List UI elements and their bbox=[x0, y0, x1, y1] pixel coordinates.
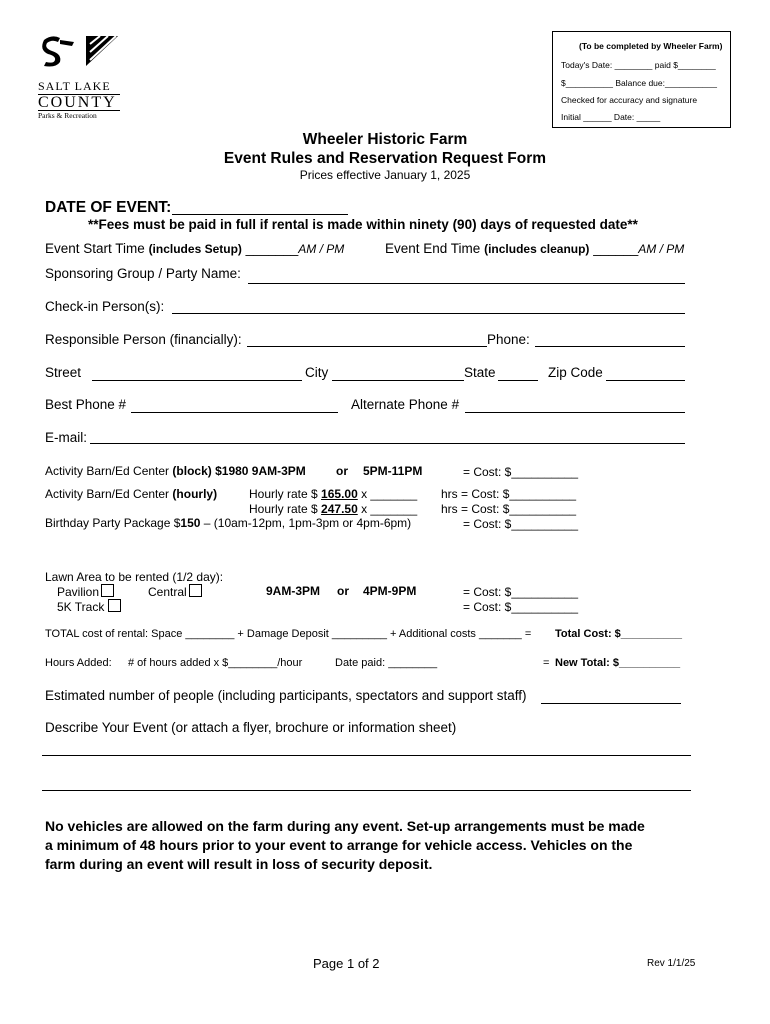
county-seal-icon bbox=[38, 34, 120, 68]
lawn-time1: 9AM-3PM bbox=[266, 584, 321, 598]
hours-added-calc[interactable]: # of hours added x $________/hour bbox=[128, 657, 303, 669]
phone-label: Phone: bbox=[487, 332, 530, 347]
hourly-hours2-field[interactable]: x _______ bbox=[361, 502, 418, 516]
page-number: Page 1 of 2 bbox=[313, 956, 380, 971]
email-label: E-mail: bbox=[45, 430, 88, 445]
end-time-row bbox=[385, 241, 684, 256]
new-total[interactable]: New Total: $__________ bbox=[555, 657, 681, 669]
revision: Rev 1/1/25 bbox=[647, 958, 696, 969]
central-label: Central bbox=[148, 585, 187, 599]
vehicle-notice-line2: a minimum of 48 hours prior to your event to arrange for vehicle access. Vehicles on the bbox=[45, 837, 633, 853]
lawn-heading: Lawn Area to be rented (1/2 day): bbox=[45, 570, 224, 584]
hourly-rate2: Hourly rate $ 247.50 x _______ bbox=[249, 502, 418, 516]
birthday-row: Birthday Party Package $150 – (10am-12pm, 1pm-3pm or 4pm-6pm) bbox=[45, 516, 412, 530]
lawn-or: or bbox=[337, 584, 349, 598]
start-time-note: (includes Setup) bbox=[148, 242, 242, 256]
describe-label: Describe Your Event (or attach a flyer, brochure or information sheet) bbox=[45, 720, 457, 735]
best-phone-field[interactable] bbox=[131, 412, 338, 413]
hours-added-label: Hours Added: bbox=[45, 657, 112, 669]
central-checkbox[interactable] bbox=[189, 584, 202, 597]
hourly-label: Activity Barn/Ed Center bbox=[45, 487, 170, 501]
pavilion-checkbox[interactable] bbox=[101, 584, 114, 597]
zip-field[interactable] bbox=[606, 380, 685, 381]
birthday-times: – (10am-12pm, 1pm-3pm or 4pm-6pm) bbox=[200, 516, 412, 530]
date-paid[interactable]: Date paid: ________ bbox=[335, 657, 438, 669]
lawn-cost2[interactable]: = Cost: $__________ bbox=[463, 600, 579, 614]
vehicle-notice-line1: No vehicles are allowed on the farm during any event. Set-up arrangements must be made bbox=[45, 818, 645, 834]
lawn-time2: 4PM-9PM bbox=[363, 584, 417, 598]
prices-effective: Prices effective January 1, 2025 bbox=[299, 168, 471, 182]
end-ampm: AM / PM bbox=[638, 242, 685, 256]
city-field[interactable] bbox=[332, 380, 464, 381]
alt-phone-label: Alternate Phone # bbox=[351, 397, 460, 412]
street-field[interactable] bbox=[92, 380, 302, 381]
county-logo bbox=[38, 34, 120, 120]
start-time-field[interactable]: _______ bbox=[245, 241, 299, 256]
state-label: State bbox=[464, 365, 496, 380]
total-cost-row[interactable]: TOTAL cost of rental: Space ________ + Damage Deposit _________ + Additional costs _______ = bbox=[45, 628, 532, 640]
end-time-note: (includes cleanup) bbox=[484, 242, 590, 256]
block-rental-row bbox=[45, 464, 306, 478]
office-use-row1: Today's Date: ________ paid $________ bbox=[561, 60, 716, 70]
office-use-row4: Initial ______ Date: _____ bbox=[561, 112, 661, 122]
sponsoring-label: Sponsoring Group / Party Name: bbox=[45, 266, 241, 281]
checkin-label: Check-in Person(s): bbox=[45, 299, 165, 314]
birthday-price: 150 bbox=[180, 516, 201, 530]
phone-field[interactable] bbox=[535, 346, 685, 347]
office-use-box bbox=[552, 31, 731, 128]
office-use-row3: Checked for accuracy and signature bbox=[561, 95, 698, 105]
date-of-event-label: DATE OF EVENT: bbox=[45, 199, 172, 216]
form-title-line1: Wheeler Historic Farm bbox=[302, 131, 468, 148]
block-price: $1980 9AM-3PM bbox=[215, 464, 306, 478]
hourly-rate2-value: 247.50 bbox=[321, 502, 358, 516]
office-use-row2: $__________ Balance due:___________ bbox=[561, 78, 717, 88]
state-field[interactable] bbox=[498, 380, 538, 381]
block-cost[interactable]: = Cost: $__________ bbox=[463, 465, 579, 479]
checkin-field[interactable] bbox=[172, 313, 685, 314]
hourly-label-row bbox=[45, 487, 217, 501]
street-label: Street bbox=[45, 365, 82, 380]
track-row bbox=[57, 599, 121, 614]
logo-line3: Parks & Recreation bbox=[38, 111, 97, 120]
block-bold: (block) bbox=[172, 464, 212, 478]
block-label: Activity Barn/Ed Center bbox=[45, 464, 170, 478]
hourly-bold: (hourly) bbox=[172, 487, 218, 501]
estimate-field[interactable] bbox=[541, 703, 681, 704]
responsible-field[interactable] bbox=[247, 346, 487, 347]
best-phone-label: Best Phone # bbox=[45, 397, 127, 412]
hourly-rate1: Hourly rate $ 165.00 x _______ bbox=[249, 487, 418, 501]
total-cost[interactable]: Total Cost: $__________ bbox=[555, 628, 682, 640]
alt-phone-field[interactable] bbox=[465, 412, 685, 413]
new-total-equals: = bbox=[543, 657, 550, 669]
hourly-cost2[interactable]: hrs = Cost: $__________ bbox=[441, 502, 577, 516]
hourly-rate1-value: 165.00 bbox=[321, 487, 358, 501]
fees-notice: **Fees must be paid in full if rental is made within ninety (90) days of requested date** bbox=[88, 217, 638, 232]
email-field[interactable] bbox=[90, 443, 685, 444]
zip-label: Zip Code bbox=[548, 365, 603, 380]
start-ampm: AM / PM bbox=[298, 242, 345, 256]
describe-field-line1[interactable] bbox=[42, 755, 691, 756]
estimate-label: Estimated number of people (including participants, spectators and support staff) bbox=[45, 688, 527, 703]
pavilion-label: Pavilion bbox=[57, 585, 100, 599]
city-label: City bbox=[305, 365, 329, 380]
date-of-event-field[interactable] bbox=[172, 214, 348, 215]
hourly-cost1[interactable]: hrs = Cost: $__________ bbox=[441, 487, 577, 501]
describe-field-line2[interactable] bbox=[42, 790, 691, 791]
logo-line2: COUNTY bbox=[38, 94, 120, 111]
logo-line1: SALT LAKE bbox=[38, 79, 111, 93]
hourly-hours1-field[interactable]: x _______ bbox=[361, 487, 418, 501]
central-row bbox=[148, 584, 202, 599]
responsible-label: Responsible Person (financially): bbox=[45, 332, 242, 347]
block-alt-time: 5PM-11PM bbox=[363, 464, 423, 478]
start-time-row bbox=[45, 241, 344, 256]
form-title-line2: Event Rules and Reservation Request Form bbox=[223, 150, 547, 167]
start-time-label: Event Start Time bbox=[45, 241, 145, 256]
track-label: 5K Track bbox=[57, 600, 105, 614]
lawn-cost1[interactable]: = Cost: $__________ bbox=[463, 585, 579, 599]
pavilion-row bbox=[57, 584, 114, 599]
sponsoring-field[interactable] bbox=[248, 283, 685, 284]
vehicle-notice-line3: farm during an event will result in loss of security deposit. bbox=[45, 856, 433, 872]
end-time-label: Event End Time bbox=[385, 241, 481, 256]
end-time-field[interactable]: ______ bbox=[593, 241, 639, 256]
birthday-cost[interactable]: = Cost: $__________ bbox=[463, 517, 579, 531]
track-checkbox[interactable] bbox=[108, 599, 121, 612]
block-or: or bbox=[336, 464, 348, 478]
office-use-heading: (To be completed by Wheeler Farm) bbox=[579, 41, 723, 51]
